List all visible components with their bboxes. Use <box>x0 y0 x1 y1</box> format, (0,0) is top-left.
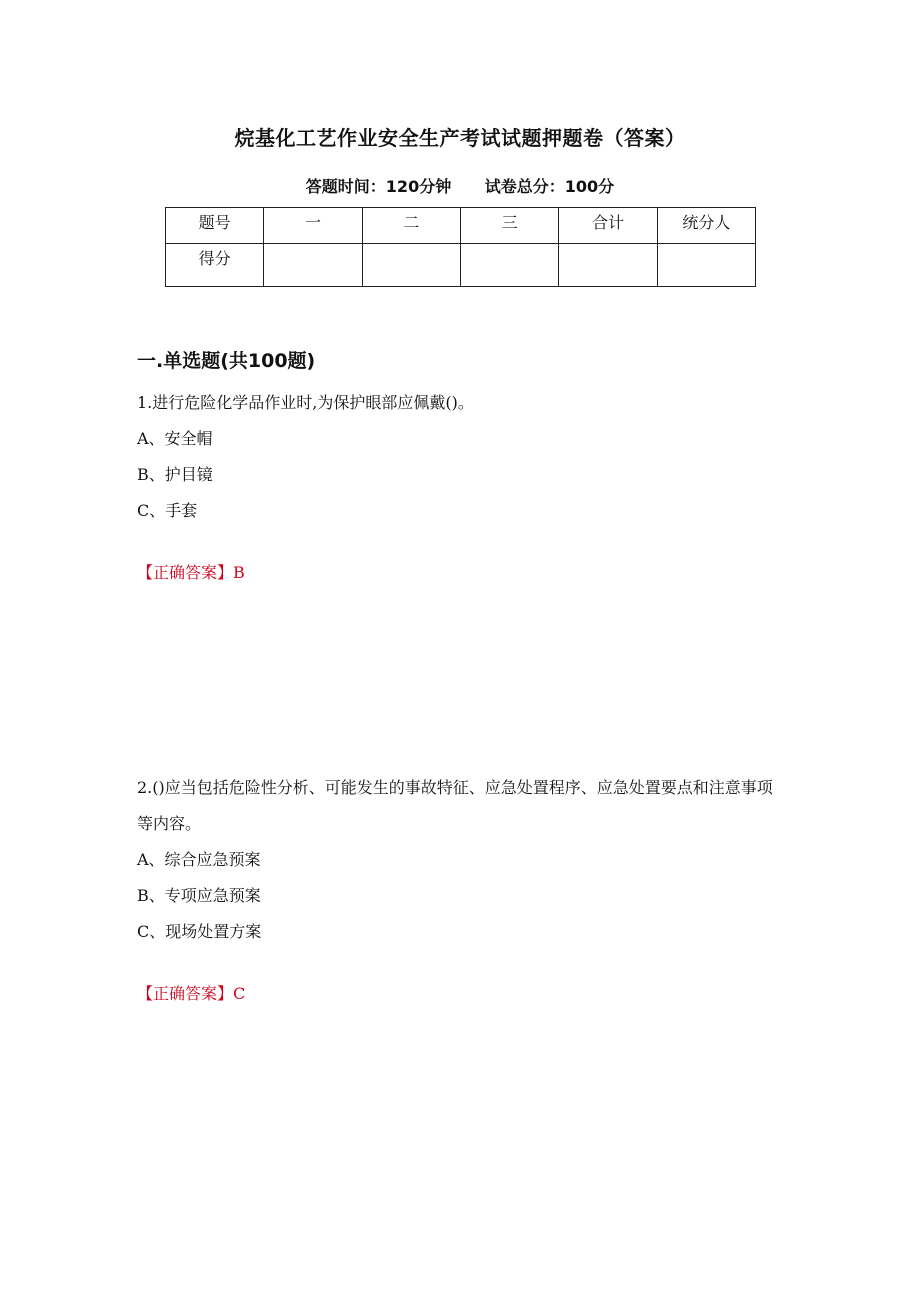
score-cell <box>460 244 558 287</box>
score-table <box>165 207 756 287</box>
score-table-score-row <box>166 244 756 287</box>
score-header-cell: 合计 <box>559 208 657 244</box>
score-header-cell: 统分人 <box>657 208 755 244</box>
score-header-cell: 二 <box>362 208 460 244</box>
correct-answer: 【正确答案】B <box>137 563 245 582</box>
option-a: A、安全帽 <box>137 429 213 448</box>
score-header-cell: 三 <box>460 208 558 244</box>
option-b: B、专项应急预案 <box>137 886 261 905</box>
question-stem: 1.进行危险化学品作业时,为保护眼部应佩戴()。 <box>137 393 474 412</box>
score-header-cell: 题号 <box>166 208 264 244</box>
question-stem: 2.()应当包括危险性分析、可能发生的事故特征、应急处置程序、应急处置要点和注意事项等内容。 <box>137 778 773 833</box>
score-cell <box>362 244 460 287</box>
score-cell <box>657 244 755 287</box>
score-table-header-row <box>166 208 756 244</box>
score-cell <box>264 244 362 287</box>
option-c: C、现场处置方案 <box>137 922 262 941</box>
exam-time: 答题时间：120分钟 <box>305 177 452 196</box>
score-row-label: 得分 <box>166 244 264 287</box>
question-2 <box>137 770 787 1012</box>
section-title: 一.单选题(共100题) <box>137 350 316 372</box>
correct-answer: 【正确答案】C <box>137 984 246 1003</box>
question-1 <box>137 385 787 591</box>
page-title: 烷基化工艺作业安全生产考试试题押题卷（答案） <box>234 126 686 150</box>
score-header-cell: 一 <box>264 208 362 244</box>
option-a: A、综合应急预案 <box>137 850 261 869</box>
exam-meta <box>0 174 920 197</box>
exam-total-score: 试卷总分：100分 <box>484 177 615 196</box>
option-c: C、手套 <box>137 501 198 520</box>
score-cell <box>559 244 657 287</box>
option-b: B、护目镜 <box>137 465 213 484</box>
